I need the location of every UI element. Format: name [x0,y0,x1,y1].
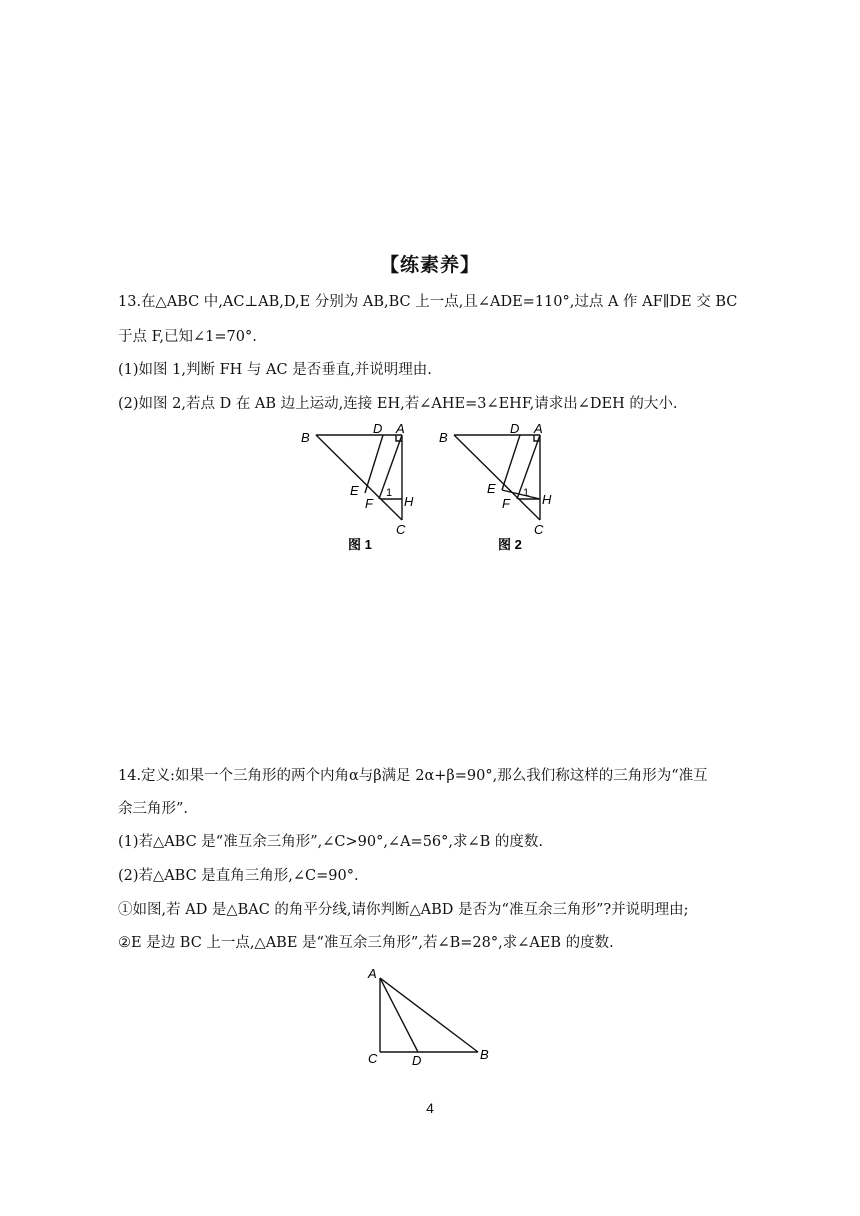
fig2-label-e: E [487,481,496,496]
problem-14-question-2a: ①如图,若 AD 是△BAC 的角平分线,请你判断△ABD 是否为“准互余三角形”?并说明理由; [118,902,689,918]
fig2-label-f: F [502,496,510,511]
problem-14-line-2: 余三角形”. [118,801,189,817]
fig2-label-a: A [534,421,543,436]
figure-1-caption: 图 1 [348,537,372,552]
fig3-label-d: D [412,1053,422,1068]
fig2-label-h: H [542,492,552,507]
fig1-label-h: H [404,494,414,509]
fig3-label-c: C [368,1051,378,1066]
fig1-label-a: A [396,421,405,436]
figure-3 [362,962,502,1070]
fig1-angle-1: 1 [386,487,393,499]
fig2-angle-1: 1 [523,487,530,499]
problem-14-question-2b: ②E 是边 BC 上一点,△ABE 是“准互余三角形”,若∠B=28°,求∠AEB 的度数. [118,935,614,951]
figure-2 [436,420,566,555]
page-number: 4 [426,1100,434,1116]
fig2-label-c: C [534,522,544,537]
problem-13-question-2: (2)如图 2,若点 D 在 AB 边上运动,连接 EH,若∠AHE=3∠EHF,请求出∠DEH 的大小. [118,396,678,412]
fig3-label-a: A [368,966,377,981]
problem-14-question-1: (1)若△ABC 是“准互余三角形”,∠C>90°,∠A=56°,求∠B 的度数. [118,834,544,850]
figure-1 [298,420,418,555]
problem-14-line-1: 14.定义:如果一个三角形的两个内角α与β满足 2α+β=90°,那么我们称这样的三角形为“准互 [118,768,708,784]
fig2-label-b: B [439,430,448,445]
problem-13-line-1: 13.在△ABC 中,AC⊥AB,D,E 分别为 AB,BC 上一点,且∠ADE=110°,过点 A 作 AF∥DE 交 BC [118,294,738,310]
section-title: 【练素养】 [379,254,480,276]
problem-14-question-2: (2)若△ABC 是直角三角形,∠C=90°. [118,868,359,884]
fig3-label-b: B [480,1047,489,1062]
fig1-label-d: D [373,421,383,436]
fig2-label-d: D [510,421,520,436]
fig1-label-c: C [396,522,406,537]
problem-13-line-2: 于点 F,已知∠1=70°. [118,329,257,345]
fig1-label-f: F [365,496,373,511]
figure-2-caption: 图 2 [498,537,522,552]
problem-13-question-1: (1)如图 1,判断 FH 与 AC 是否垂直,并说明理由. [118,362,432,378]
fig1-label-b: B [301,430,310,445]
fig1-label-e: E [350,483,359,498]
